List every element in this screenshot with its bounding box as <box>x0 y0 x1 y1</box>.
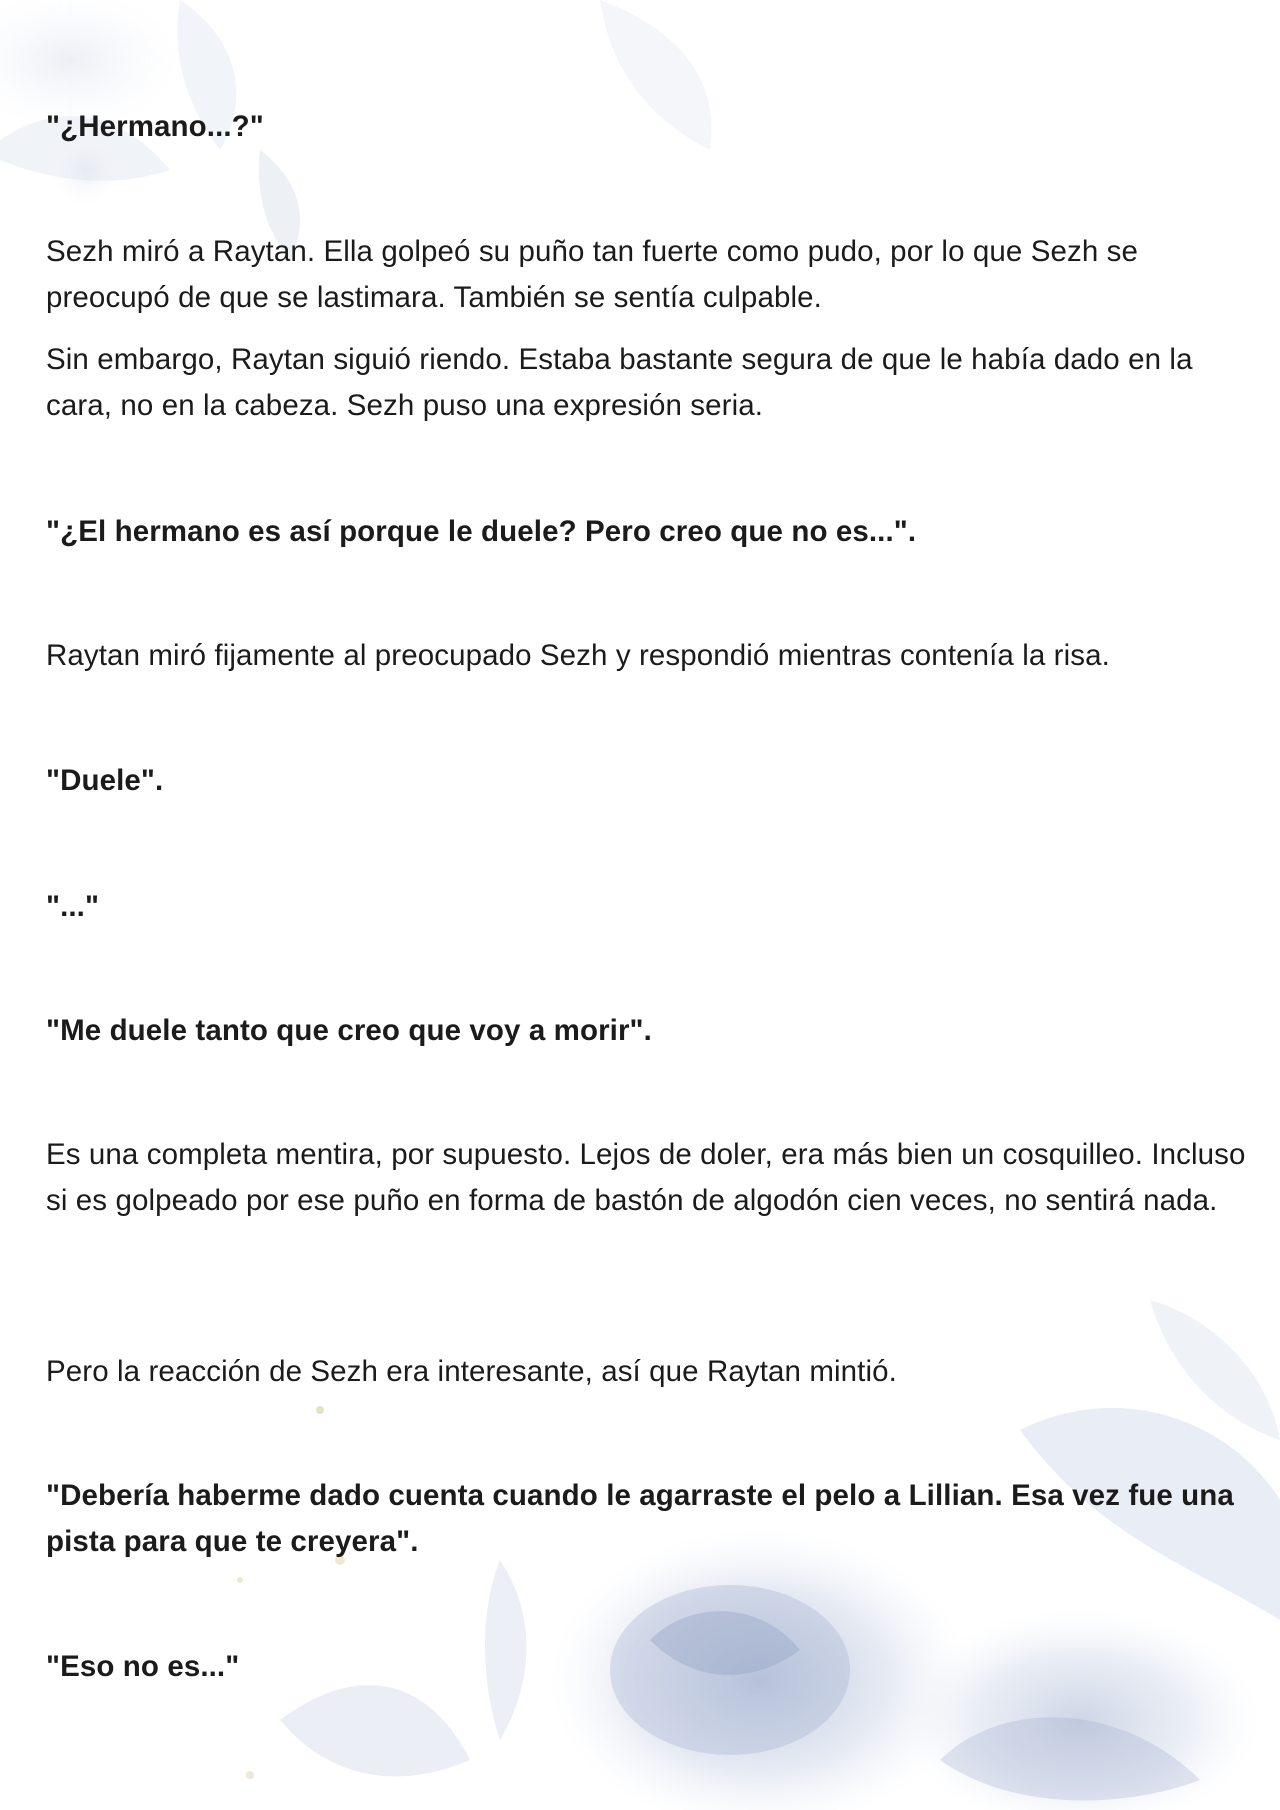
paragraph-dialogue: "Eso no es..." <box>46 1650 240 1683</box>
paragraph-narration: Es una completa mentira, por supuesto. Lejos de doler, era más bien un cosquilleo. Incluso si es golpeado por ese puño en forma de bastón de algodón cien veces, no sentirá nada. <box>46 1138 1246 1217</box>
paragraph-dialogue: "Debería haberme dado cuenta cuando le agarraste el pelo a Lillian. Esa vez fue una pista para que te creyera". <box>46 1479 1234 1558</box>
paragraph-narration: Sin embargo, Raytan siguió riendo. Estaba bastante segura de que le había dado en la cara, no en la cabeza. Sezh puso una expresión seria. <box>46 343 1193 422</box>
paragraph-dialogue: "¿Hermano...?" <box>46 110 264 143</box>
paragraph-narration: Sezh miró a Raytan. Ella golpeó su puño tan fuerte como pudo, por lo que Sezh se preocupó de que se lastimara. También se sentía culpable. <box>46 235 1138 314</box>
paragraph-dialogue: "..." <box>46 890 100 923</box>
paragraph-narration: Pero la reacción de Sezh era interesante, así que Raytan mintió. <box>46 1355 897 1388</box>
paragraph-narration: Raytan miró fijamente al preocupado Sezh y respondió mientras contenía la risa. <box>46 639 1110 672</box>
paragraph-dialogue: "Me duele tanto que creo que voy a morir". <box>46 1014 652 1047</box>
paragraph-dialogue: "Duele". <box>46 764 164 797</box>
paragraph-dialogue: "¿El hermano es así porque le duele? Pero creo que no es...". <box>46 515 917 548</box>
